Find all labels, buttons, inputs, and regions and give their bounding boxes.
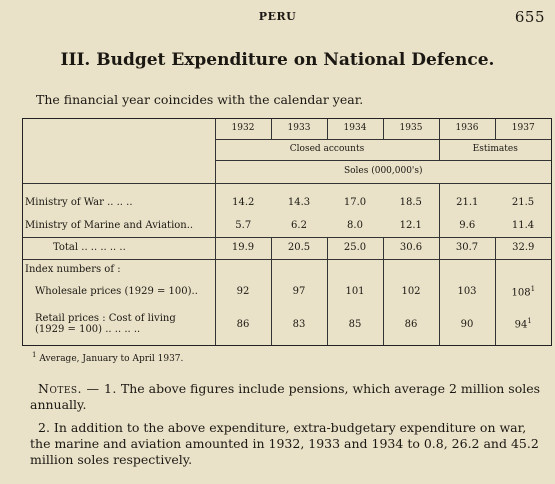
table-cell: 9.6 bbox=[439, 216, 495, 237]
table-row bbox=[23, 216, 551, 237]
index-heading: Index numbers of : bbox=[23, 259, 215, 280]
table-cell bbox=[495, 305, 551, 345]
table-cell: 21.1 bbox=[439, 184, 495, 217]
table-cell: 85 bbox=[327, 305, 383, 345]
group-header-row bbox=[23, 140, 551, 161]
table-cell: 8.0 bbox=[347, 220, 363, 232]
budget-table bbox=[23, 119, 551, 345]
year-header: 1932 bbox=[215, 119, 271, 140]
notes-label: Notes. — 1. bbox=[38, 381, 117, 396]
table-cell: 25.0 bbox=[327, 237, 383, 259]
table-cell: 19.9 bbox=[215, 237, 271, 259]
table-cell: 6.2 bbox=[291, 220, 307, 232]
running-title: PERU bbox=[258, 10, 297, 23]
footnote-marker: 1 bbox=[530, 285, 536, 294]
table-cell: 92 bbox=[215, 280, 271, 305]
note-1-text: The above figures include pensions, which average 2 million soles annually. bbox=[30, 381, 541, 412]
footnote-text: Average, January to April 1937. bbox=[39, 354, 184, 364]
table-cell: 5.7 bbox=[215, 216, 271, 237]
table-cell: 103 bbox=[439, 280, 495, 305]
year-header: 1935 bbox=[383, 119, 439, 140]
table-cell: 17.0 bbox=[327, 184, 383, 217]
running-head bbox=[0, 8, 555, 24]
total-row bbox=[23, 237, 551, 259]
row-label-line: (1929 = 100) .. .. .. .. bbox=[35, 323, 141, 335]
table-cell: 86 bbox=[383, 305, 439, 345]
table-cell: 86 bbox=[215, 305, 271, 345]
row-label-line: Retail prices : Cost of living bbox=[35, 313, 176, 325]
table-cell: 102 bbox=[383, 280, 439, 305]
table-cell bbox=[495, 280, 551, 305]
year-header: 1933 bbox=[271, 119, 327, 140]
estimates-header: Estimates bbox=[439, 140, 551, 161]
unit-label: Soles (000,000's) bbox=[215, 161, 551, 184]
table-cell: 90 bbox=[439, 305, 495, 345]
table-cell: 30.7 bbox=[439, 237, 495, 259]
budget-table-frame bbox=[22, 118, 552, 346]
table-row bbox=[23, 184, 551, 217]
unit-row bbox=[23, 161, 551, 184]
table-cell: 18.5 bbox=[383, 184, 439, 217]
intro-text: The financial year coincides with the calendar year. bbox=[36, 92, 364, 107]
row-label bbox=[23, 305, 215, 345]
index-heading-row bbox=[23, 259, 551, 280]
closed-accounts-header: Closed accounts bbox=[215, 140, 439, 161]
table-row bbox=[23, 280, 551, 305]
year-header-row bbox=[23, 119, 551, 140]
table-cell: 97 bbox=[271, 280, 327, 305]
table-cell: 21.5 bbox=[495, 184, 551, 217]
note-1 bbox=[30, 381, 550, 413]
section-title: III. Budget Expenditure on National Defence. bbox=[60, 50, 495, 70]
table-footnote bbox=[32, 351, 183, 364]
year-header: 1934 bbox=[327, 119, 383, 140]
row-label: Total .. .. .. .. .. bbox=[23, 237, 215, 259]
table-cell: 30.6 bbox=[383, 237, 439, 259]
table-cell: 11.4 bbox=[511, 220, 535, 232]
table-cell: 14.2 bbox=[215, 184, 271, 217]
note-2: 2. In addition to the above expenditure, extra-budgetary expenditure on war, the marine and aviation amounted in 1932, 1933 and 1934 to 0.8, 26.2 and 45.2 million soles respectively. bbox=[30, 420, 539, 467]
row-label: Wholesale prices (1929 = 100).. bbox=[35, 286, 198, 298]
table-cell: 101 bbox=[327, 280, 383, 305]
footnote-mark: 1 bbox=[32, 351, 37, 359]
year-header: 1936 bbox=[439, 119, 495, 140]
table-cell: 12.1 bbox=[399, 220, 422, 232]
table-cell: 83 bbox=[271, 305, 327, 345]
page-number: 655 bbox=[514, 8, 545, 26]
cell-value: 94 bbox=[514, 319, 528, 331]
cell-value: 108 bbox=[511, 287, 531, 299]
footnote-marker: 1 bbox=[527, 317, 532, 326]
table-row bbox=[23, 305, 551, 345]
table-cell: 14.3 bbox=[271, 184, 327, 217]
table-cell: 20.5 bbox=[271, 237, 327, 259]
table-cell: 32.9 bbox=[495, 237, 551, 259]
row-label: Ministry of War .. .. .. bbox=[23, 184, 215, 217]
row-label: Ministry of Marine and Aviation.. bbox=[25, 220, 194, 232]
year-header: 1937 bbox=[495, 119, 551, 140]
